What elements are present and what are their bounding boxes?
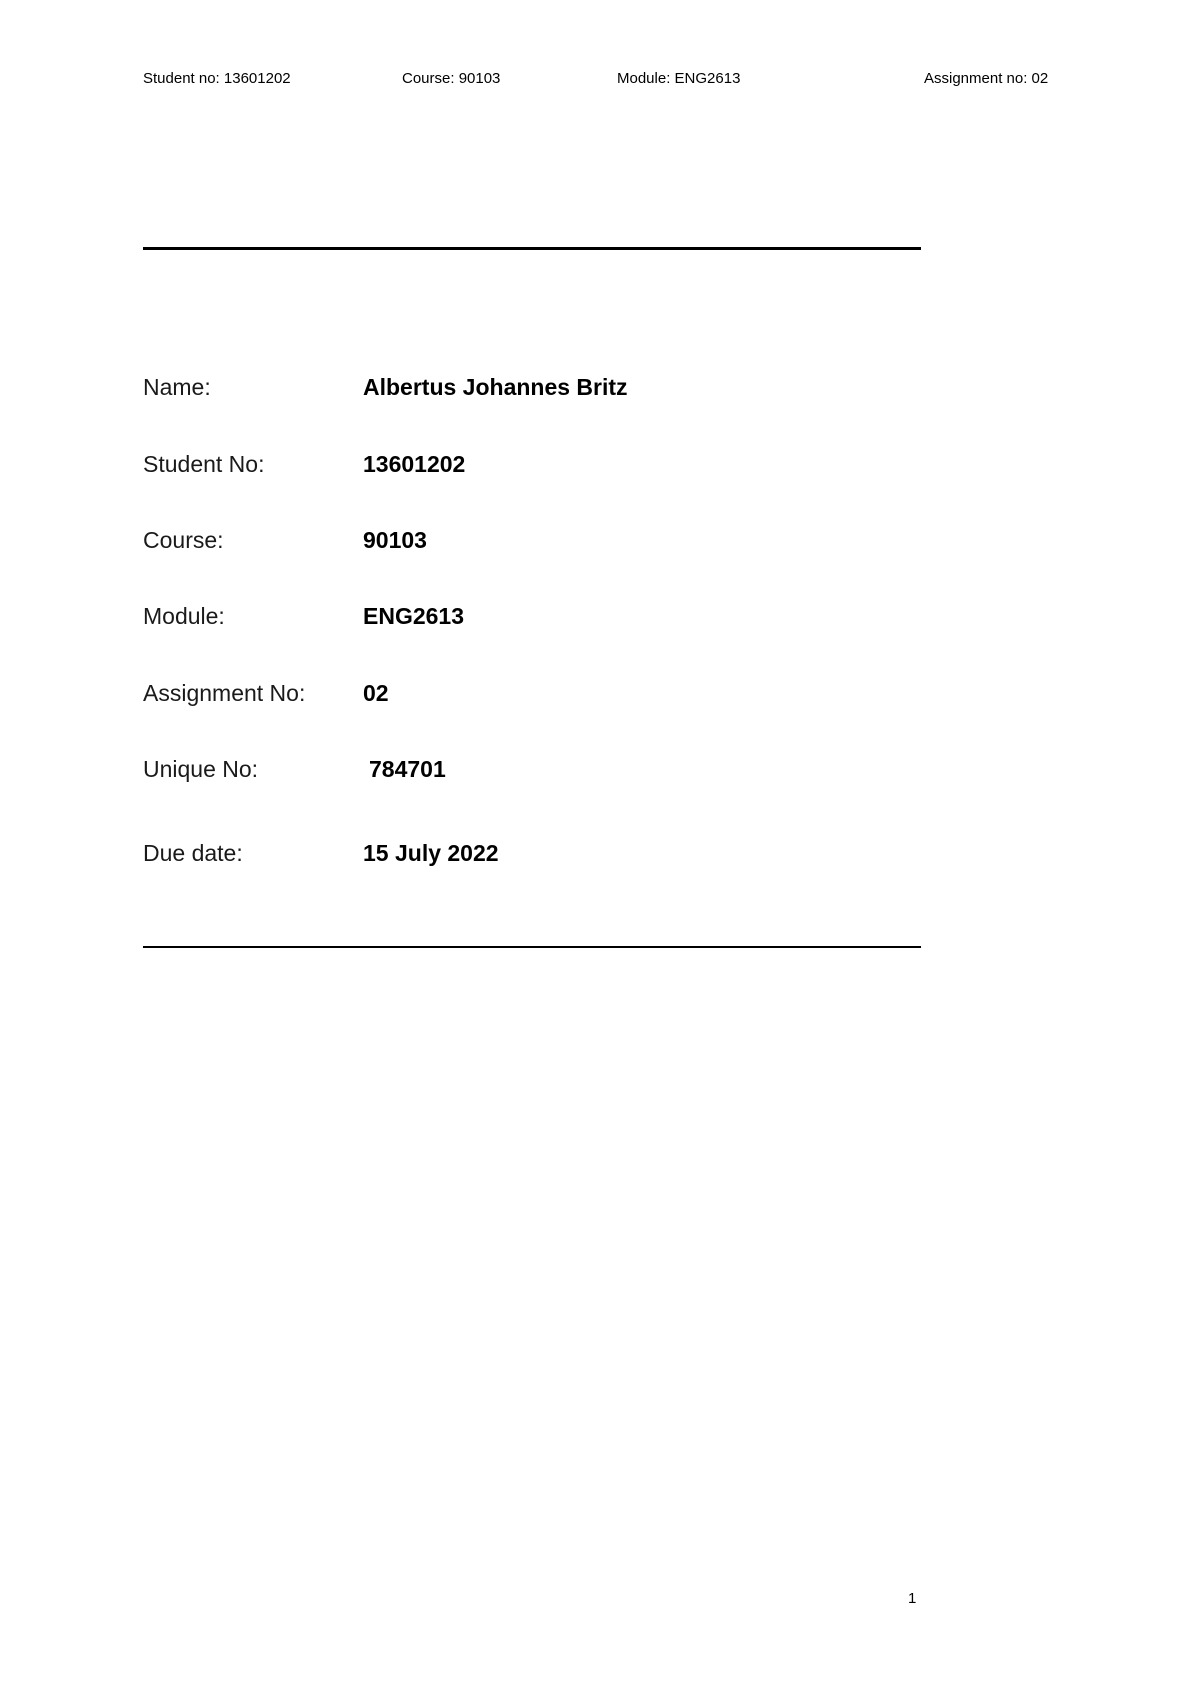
student-no-label: Student No: [143,451,265,477]
detail-row-name [0,374,1200,408]
unique-no-value: 784701 [369,756,446,782]
detail-row-course [0,527,1200,561]
page-header [0,70,1200,94]
page-number: 1 [908,1590,917,1607]
detail-row-unique-no [0,756,1200,790]
header-course: Course: 90103 [402,70,501,87]
module-value: ENG2613 [363,603,465,629]
course-label: Course: [143,527,224,553]
assignment-no-value: 02 [363,680,389,706]
bottom-divider [143,946,921,948]
assignment-no-label: Assignment No: [143,680,306,706]
course-value: 90103 [363,527,427,553]
detail-row-assignment-no [0,680,1200,714]
header-module: Module: ENG2613 [617,70,741,87]
detail-row-module [0,603,1200,637]
name-label: Name: [143,374,211,400]
due-date-value: 15 July 2022 [363,840,499,866]
header-assignment-no: Assignment no: 02 [924,70,1049,87]
detail-row-student-no [0,451,1200,485]
unique-no-label: Unique No: [143,756,259,782]
detail-row-due-date [0,840,1200,874]
module-label: Module: [143,603,225,629]
top-divider [143,247,921,250]
student-no-value: 13601202 [363,451,466,477]
name-value: Albertus Johannes Britz [363,374,628,400]
header-student-no: Student no: 13601202 [143,70,291,87]
due-date-label: Due date: [143,840,243,866]
